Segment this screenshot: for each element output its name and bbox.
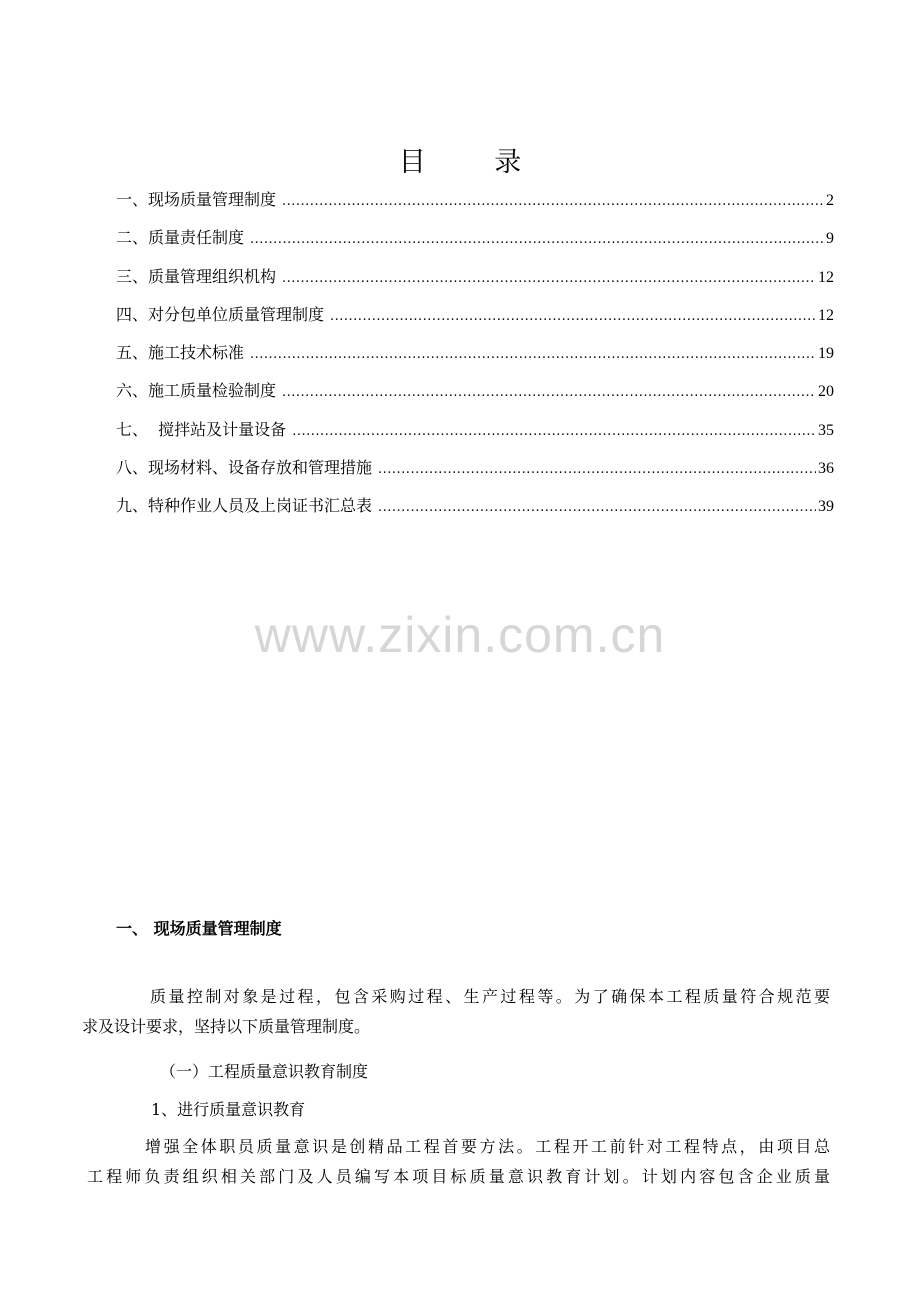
toc-entry-page: 12 <box>818 268 834 286</box>
toc-entry-label: 二、质量责任制度 <box>116 228 245 248</box>
toc-entry-label: 三、质量管理组织机构 <box>116 266 277 286</box>
body-paragraph <box>87 1134 830 1194</box>
toc-entry-page: 12 <box>818 306 834 324</box>
toc-entry[interactable] <box>116 340 834 378</box>
toc-entry-label: 五、施工技术标准 <box>116 343 245 363</box>
paragraph-line: 质量控制对象是过程，包含采购过程、生产过程等。为了确保本工程质量符合规范要 <box>150 987 830 1006</box>
section-heading: 一、 现场质量管理制度 <box>116 919 282 938</box>
intro-paragraph <box>82 984 830 1044</box>
toc-title: 目 录 <box>398 147 552 178</box>
toc-entry-label: 一、现场质量管理制度 <box>116 190 277 209</box>
toc-entry[interactable] <box>116 493 834 531</box>
toc-entry-page: 35 <box>818 421 834 439</box>
toc-entry-label: 九、特种作业人员及上岗证书汇总表 <box>116 496 373 516</box>
toc-entry-page: 39 <box>818 498 834 516</box>
toc-entry[interactable] <box>116 225 834 263</box>
toc-entry-label: 八、现场材料、设备存放和管理措施 <box>116 458 373 478</box>
toc-entry[interactable] <box>116 264 834 302</box>
toc-leader-dots <box>282 266 816 292</box>
item-heading: 1、进行质量意识教育 <box>151 1100 306 1119</box>
toc-entry-page: 9 <box>826 230 834 248</box>
paragraph-line: 工程师负责组织相关部门及人员编写本项目标质量意识教育计划。计划内容包含企业质量 <box>87 1167 830 1186</box>
subsection-heading: （一）工程质量意识教育制度 <box>160 1062 369 1081</box>
watermark: www.zixin.com.cn <box>254 607 666 663</box>
toc-entry-page: 2 <box>826 192 834 209</box>
toc-entry[interactable] <box>116 187 834 225</box>
toc-leader-dots <box>282 380 816 406</box>
toc-leader-dots <box>250 227 824 253</box>
toc-entry-page: 36 <box>818 460 834 478</box>
toc-leader-dots <box>330 304 816 330</box>
toc-entry-page: 20 <box>818 383 834 401</box>
toc-entry-page: 19 <box>818 345 834 363</box>
toc-leader-dots <box>282 189 824 215</box>
toc-entry[interactable] <box>116 378 834 416</box>
toc-entry[interactable] <box>116 417 834 455</box>
toc-leader-dots <box>378 495 816 521</box>
toc-leader-dots <box>250 342 816 368</box>
toc-entry-label: 七、 搅拌站及计量设备 <box>116 419 287 439</box>
toc-leader-dots <box>378 457 816 483</box>
toc-entry-label: 四、对分包单位质量管理制度 <box>116 304 325 324</box>
toc-entry[interactable] <box>116 455 834 493</box>
toc-leader-dots <box>292 419 816 445</box>
toc-entry[interactable] <box>116 302 834 340</box>
table-of-contents <box>116 187 834 532</box>
paragraph-line: 求及设计要求，坚持以下质量管理制度。 <box>82 1017 371 1036</box>
toc-entry-label: 六、施工质量检验制度 <box>116 381 277 401</box>
paragraph-line: 增强全体职员质量意识是创精品工程首要方法。工程开工前针对工程特点，由项目总 <box>145 1137 830 1156</box>
